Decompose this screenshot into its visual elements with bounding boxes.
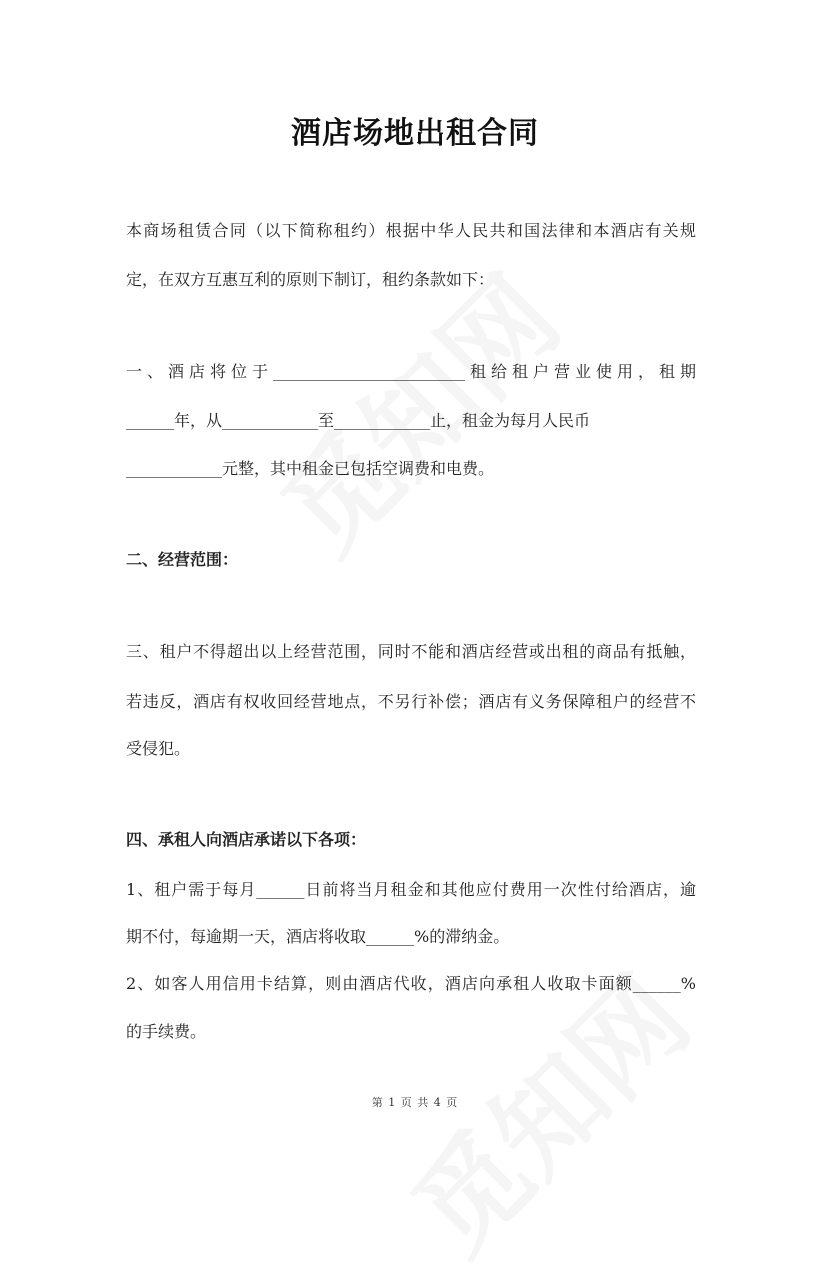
intro-line: 本商场租赁合同（以下简称租约）根据中华人民共和国法律和本酒店有关规 [126, 221, 696, 240]
intro-line: 定，在双方互惠互利的原则下制订，租约条款如下： [126, 270, 495, 289]
section1-line: 一、酒店将位于________________________租给租户营业使用，租期 [126, 362, 696, 381]
section3-line: 若违反，酒店有权收回经营地点，不另行补偿；酒店有义务保障租户的经营不 [126, 692, 696, 711]
section4-item-line: 1、租户需于每月______日前将当月租金和其他应付费用一次性付给酒店，逾 [126, 880, 696, 899]
section1-line: ____________元整，其中租金已包括空调费和电费。 [126, 459, 495, 478]
section2-heading: 二、经营范围： [126, 550, 239, 569]
section1-line: ______年，从____________至____________止，租金为每月人民币 [126, 411, 591, 430]
section3-line: 三、租户不得超出以上经营范围，同时不能和酒店经营或出租的商品有抵触， [126, 642, 696, 661]
page-number-footer: 第 1 页 共 4 页 [371, 1096, 459, 1109]
section4-item-line: 2、如客人用信用卡结算，则由酒店代收，酒店向承租人收取卡面额______% [126, 974, 696, 993]
section4-heading: 四、承租人向酒店承诺以下各项： [126, 830, 367, 849]
document-title: 酒店场地出租合同 [291, 116, 539, 151]
section4-item-line: 期不付，每逾期一天，酒店将收取______%的滞纳金。 [126, 927, 510, 946]
section4-item-line: 的手续费。 [126, 1022, 207, 1041]
section3-line: 受侵犯。 [126, 739, 191, 758]
